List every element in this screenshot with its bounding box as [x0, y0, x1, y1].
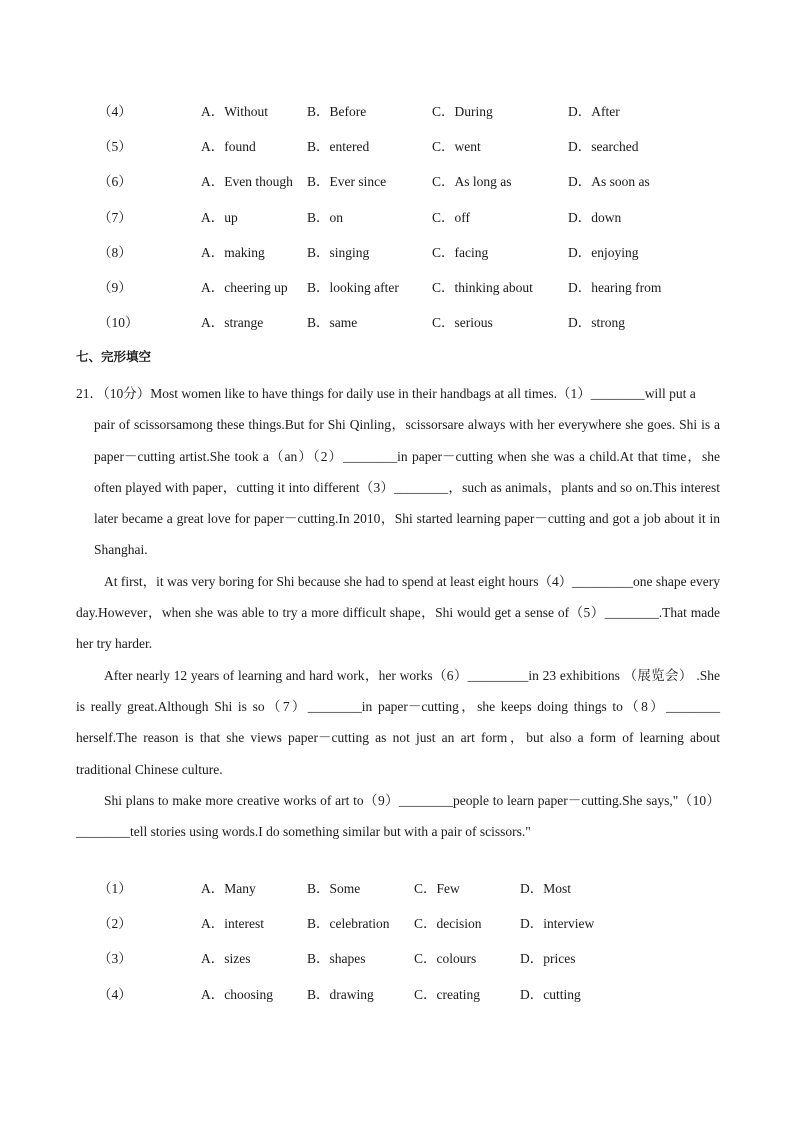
- option-a: A．sizes: [201, 951, 251, 967]
- item-number: （9）: [98, 279, 132, 295]
- option-row-10: [0, 313, 794, 348]
- option-c: C．As long as: [432, 174, 512, 190]
- option-a: A．up: [201, 209, 238, 225]
- item-number: （8）: [98, 244, 132, 260]
- option-row-7: [0, 208, 794, 243]
- option-c: C．colours: [414, 951, 477, 967]
- previous-question-options: [0, 102, 794, 348]
- item-number: （10）: [98, 315, 139, 331]
- option-d: D．prices: [520, 951, 576, 967]
- option-c: C．serious: [432, 315, 493, 331]
- section-heading: 七、完形填空: [76, 349, 152, 364]
- item-number: （3）: [98, 951, 132, 967]
- option-c: C．During: [432, 104, 493, 119]
- option-c: C．Few: [414, 881, 460, 896]
- option-row-2: [0, 914, 794, 949]
- option-a: A．making: [201, 244, 265, 260]
- passage-paragraph-3: After nearly 12 years of learning and hard work，her works（6）_________in 23 exhibitions （展览会） .She is really great.Although Shi is so（7）________in paper－cutting，she keeps doing things to（8）________ herself.The reason is that she views paper－cutting as not just an art form，but also a form of learning about traditional Chinese culture.: [76, 667, 720, 777]
- option-d: D．After: [568, 104, 620, 119]
- item-number: （1）: [98, 881, 132, 896]
- passage-question-line: 21．（10分）Most women like to have things for daily use in their handbags at all times.（1）________will put a: [76, 386, 696, 401]
- option-d: D．As soon as: [568, 174, 650, 190]
- option-b: B．shapes: [307, 951, 366, 967]
- option-a: A．cheering up: [201, 279, 288, 295]
- option-a: A．strange: [201, 315, 264, 331]
- option-b: B．looking after: [307, 279, 399, 295]
- passage-paragraph-1: pair of scissorsamong these things.But for Shi Qinling，scissorsare always with her everywhere she goes. Shi is a paper－cutting artist.She took a（an）（2）________in paper－cutting when she was a child.At that time，she often played with paper，cutting it into different（3）________，such as animals，plants and so on.This interest later became a great love for paper－cutting.In 2010，Shi started learning paper－cutting and got a job about it in Shanghai.: [94, 417, 720, 558]
- passage-paragraph-4: Shi plans to make more creative works of art to（9）________people to learn paper－cutting.She says,"（10）________tell stories using words.I do something similar but with a pair of scissors.": [76, 792, 720, 840]
- option-d: D．down: [568, 209, 622, 225]
- item-number: （6）: [98, 174, 132, 190]
- option-row-4b: [0, 985, 794, 1020]
- option-c: C．thinking about: [432, 279, 533, 295]
- option-a: A．interest: [201, 916, 264, 932]
- option-a: A．Many: [201, 881, 256, 896]
- option-row-9: [0, 278, 794, 313]
- option-a: A．Even though: [201, 174, 293, 190]
- option-b: B．Some: [307, 881, 361, 896]
- option-row-1: [0, 879, 794, 914]
- item-number: （7）: [98, 209, 132, 225]
- option-b: B．entered: [307, 139, 370, 155]
- option-a: A．found: [201, 139, 256, 155]
- option-d: D．Most: [520, 881, 572, 896]
- option-a: A．choosing: [201, 986, 273, 1002]
- passage-paragraph-2: At first，it was very boring for Shi because she had to spend at least eight hours（4）_________one shape every day.However，when she was able to try a more difficult shape，Shi would get a sense of（5）________.That made her try harder.: [76, 573, 720, 652]
- option-d: D．strong: [568, 315, 625, 331]
- option-d: D．hearing from: [568, 279, 662, 295]
- option-c: C．facing: [432, 244, 489, 260]
- option-row-4: [0, 102, 794, 137]
- item-number: （5）: [98, 139, 132, 155]
- option-c: C．creating: [414, 986, 480, 1002]
- item-number: （4）: [98, 986, 132, 1002]
- option-b: B．Ever since: [307, 174, 387, 190]
- option-c: C．decision: [414, 916, 482, 932]
- option-row-6: [0, 172, 794, 207]
- option-b: B．Before: [307, 104, 367, 119]
- cloze-options: [0, 879, 794, 1020]
- option-row-5: [0, 137, 794, 172]
- option-b: B．on: [307, 209, 344, 225]
- option-d: D．interview: [520, 916, 595, 932]
- cloze-passage: [76, 378, 720, 847]
- option-b: B．celebration: [307, 916, 390, 932]
- option-b: B．drawing: [307, 986, 374, 1002]
- option-row-3: [0, 949, 794, 984]
- option-c: C．off: [432, 209, 471, 225]
- item-number: （2）: [98, 916, 132, 932]
- option-b: B．singing: [307, 244, 370, 260]
- option-row-8: [0, 243, 794, 278]
- option-b: B．same: [307, 315, 358, 331]
- option-a: A．Without: [201, 104, 268, 119]
- option-d: D．searched: [568, 139, 639, 155]
- option-d: D．enjoying: [568, 244, 639, 260]
- option-d: D．cutting: [520, 986, 581, 1002]
- item-number: （4）: [98, 104, 132, 119]
- option-c: C．went: [432, 139, 481, 155]
